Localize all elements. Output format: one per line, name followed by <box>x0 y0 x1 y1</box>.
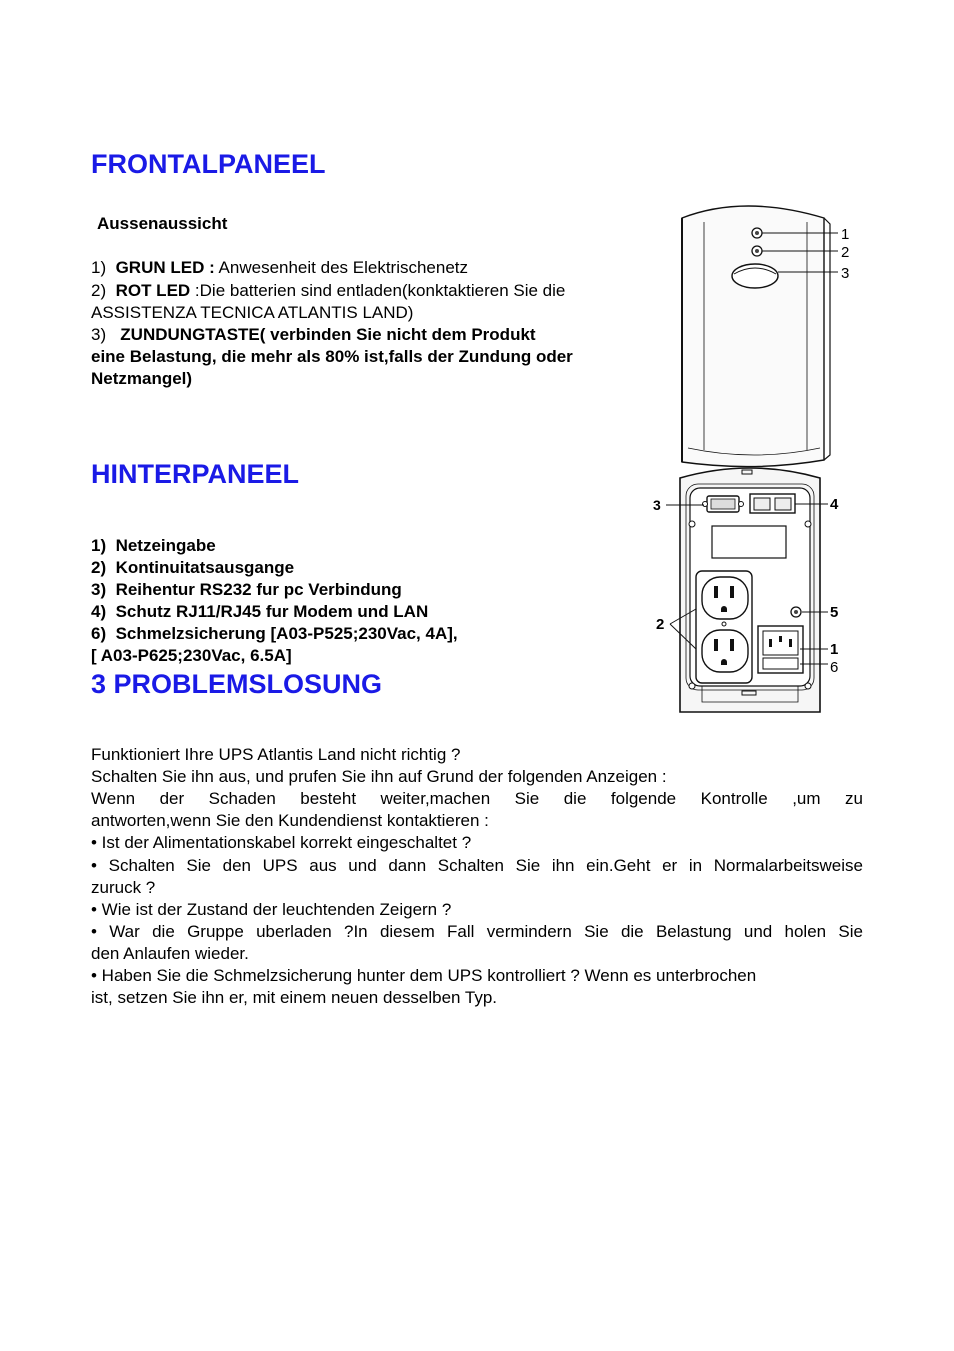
front-item-3-continuation-2: Netzmangel) <box>91 369 193 388</box>
item-number: 6) <box>91 624 107 643</box>
item-number: 4) <box>91 602 107 621</box>
back-item-6 <box>91 623 458 645</box>
item-text: Kontinuitatsausgange <box>115 558 295 577</box>
trouble-bullet-2-last: zuruck ? <box>91 878 156 897</box>
callout-4: 4 <box>830 496 839 513</box>
trouble-line-2: Schalten Sie ihn aus, und prufen Sie ihn auf Grund der folgenden Anzeigen : <box>91 767 667 786</box>
callout-3: 3 <box>653 497 661 513</box>
rj45-port-icon <box>750 494 795 513</box>
item-label: ZUNDUNGTASTE( verbinden Sie nicht dem Produkt <box>120 325 536 344</box>
trouble-bullet-4-last: den Anlaufen wieder. <box>91 944 249 963</box>
item-text: :Die batterien sind entladen(konktaktieren Sie die <box>194 281 566 300</box>
callout-2: 2 <box>656 616 665 633</box>
red-led-icon <box>752 246 762 256</box>
item-text: Netzeingabe <box>115 536 216 555</box>
ups-front-body <box>682 206 830 467</box>
item-text: Schmelzsicherung [A03-P525;230Vac, 4A], <box>115 624 458 643</box>
trouble-paragraph-last: antworten,wenn Sie den Kundendienst kontaktieren : <box>91 811 489 830</box>
back-item-4 <box>91 601 428 623</box>
label-plate <box>712 526 786 558</box>
back-item-6-continuation: [ A03-P625;230Vac, 6.5A] <box>91 646 292 665</box>
troubleshooting-heading: 3 PROBLEMSLOSUNG <box>91 669 383 699</box>
trouble-bullet-5: • Haben Sie die Schmelzsicherung hunter dem UPS kontrolliert ? Wenn es unterbrochen <box>91 966 757 985</box>
callout-3: 3 <box>841 265 850 282</box>
item-number: 2) <box>91 281 107 300</box>
ups-rear-illustration <box>650 464 850 720</box>
callout-2: 2 <box>841 244 850 261</box>
item-number: 1) <box>91 258 107 277</box>
item-label: GRUN LED : <box>115 258 215 277</box>
front-item-2-continuation: ASSISTENZA TECNICA ATLANTIS LAND) <box>91 303 414 322</box>
item-number: 3) <box>91 325 107 344</box>
item-text: Reihentur RS232 fur pc Verbindung <box>115 580 402 599</box>
green-led-icon <box>752 228 762 238</box>
item-number: 2) <box>91 558 107 577</box>
item-label: ROT LED <box>115 281 191 300</box>
callout-5: 5 <box>830 604 839 621</box>
front-item-2 <box>91 280 565 302</box>
output-socket-icon <box>696 571 752 683</box>
power-button-icon <box>732 264 778 288</box>
callout-6: 6 <box>830 659 839 676</box>
trouble-bullet-2: • Schalten Sie den UPS aus und dann Schalten Sie ihn ein.Geht er in Normalarbeitsweise <box>91 856 863 875</box>
back-item-2 <box>91 557 294 579</box>
item-text: Schutz RJ11/RJ45 fur Modem und LAN <box>115 602 429 621</box>
front-item-3 <box>91 324 536 346</box>
back-item-3 <box>91 579 402 601</box>
rs232-port-icon <box>703 496 744 512</box>
front-panel-subheading: Aussenaussicht <box>97 214 228 233</box>
back-item-1 <box>91 535 216 557</box>
ups-front-illustration <box>670 200 860 470</box>
callout-1: 1 <box>830 641 839 658</box>
fuse-button-icon <box>791 607 801 617</box>
power-inlet-icon <box>758 626 803 673</box>
item-number: 1) <box>91 536 107 555</box>
trouble-paragraph-line: Wenn der Schaden besteht weiter,machen Sie die folgende Kontrolle ,um zu <box>91 789 863 808</box>
front-item-1 <box>91 257 468 279</box>
item-text: Anwesenheit des Elektrischenetz <box>218 258 469 277</box>
front-item-3-continuation-1: eine Belastung, die mehr als 80% ist,falls der Zundung oder <box>91 347 573 366</box>
back-panel-heading: HINTERPANEEL <box>91 459 300 489</box>
item-number: 3) <box>91 580 107 599</box>
trouble-bullet-3: • Wie ist der Zustand der leuchtenden Zeigern ? <box>91 900 452 919</box>
trouble-bullet-4: • War die Gruppe uberladen ?In diesem Fall vermindern Sie die Belastung und holen Sie <box>91 922 863 941</box>
trouble-bullet-5-last: ist, setzen Sie ihn er, mit einem neuen desselben Typ. <box>91 988 498 1007</box>
callout-1: 1 <box>841 226 850 243</box>
front-panel-heading: FRONTALPANEEL <box>91 149 326 179</box>
trouble-bullet-1: • Ist der Alimentationskabel korrekt eingeschaltet ? <box>91 833 472 852</box>
trouble-line-1: Funktioniert Ihre UPS Atlantis Land nicht richtig ? <box>91 745 461 764</box>
